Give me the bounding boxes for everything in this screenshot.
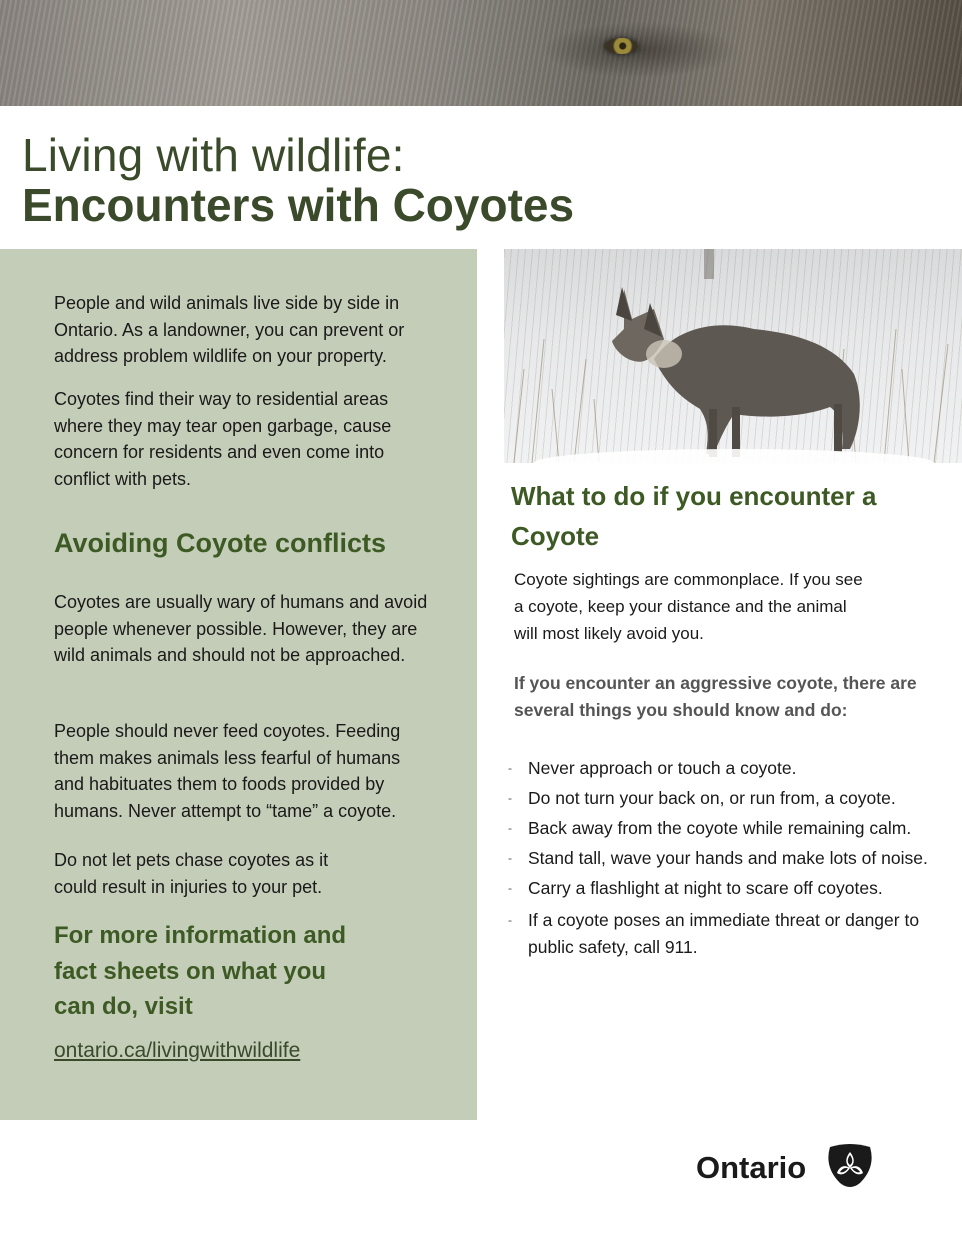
trillium-icon	[826, 1143, 874, 1189]
ontario-logo-text: Ontario	[696, 1150, 807, 1185]
coyote-in-snow-photo	[504, 249, 962, 463]
list-item: - Back away from the coyote while remaining calm.	[508, 818, 912, 838]
list-item: - Never approach or touch a coyote.	[508, 758, 797, 778]
sightings-paragraph: Coyote sightings are commonplace. If you see a coyote, keep your distance and the animal will most likely avoid you.	[514, 570, 863, 643]
living-with-wildlife-link[interactable]: ontario.ca/livingwithwildlife	[54, 1039, 301, 1062]
more-info-heading: For more information and fact sheets on what you can do, visit	[54, 922, 347, 1020]
intro-paragraph-1: People and wild animals live side by side in Ontario. As a landowner, you can prevent or address problem wildlife on your property.	[54, 293, 405, 367]
title-line-2: Encounters with Coyotes	[22, 179, 575, 231]
tip-text: Carry a flashlight at night to scare off coyotes.	[528, 878, 883, 898]
list-item: - If a coyote poses an immediate threat or danger to public safety, call 911.	[508, 910, 920, 957]
avoid-paragraph-3: Do not let pets chase coyotes as it could result in injuries to your pet.	[54, 850, 329, 897]
tip-text: If a coyote poses an immediate threat or danger to public safety, call 911.	[528, 910, 920, 957]
encounter-heading: What to do if you encounter a Coyote	[511, 481, 877, 551]
list-item: - Carry a flashlight at night to scare off coyotes.	[508, 878, 883, 898]
avoid-paragraph-1: Coyotes are usually wary of humans and avoid people whenever possible. However, they are wild animals and should not be approached.	[54, 592, 428, 666]
tip-text: Do not turn your back on, or run from, a coyote.	[528, 788, 896, 808]
coyote-eye-detail	[604, 38, 638, 54]
title-line-1: Living with wildlife:	[22, 129, 405, 181]
tip-text: Never approach or touch a coyote.	[528, 758, 797, 778]
tip-text: Back away from the coyote while remaining calm.	[528, 818, 912, 838]
header-banner-image	[0, 0, 962, 106]
list-item: - Do not turn your back on, or run from, a coyote.	[508, 788, 896, 808]
intro-paragraph-2: Coyotes find their way to residential areas where they may tear open garbage, cause concern for residents and even come into conflict with pets.	[54, 389, 392, 489]
avoid-paragraph-2: People should never feed coyotes. Feeding them makes animals less fearful of humans and habituates them to foods provided by humans. Never attempt to “tame” a coyote.	[54, 721, 401, 821]
safety-tips-list	[508, 757, 928, 969]
tip-text: Stand tall, wave your hands and make lots of noise.	[528, 848, 928, 868]
aggressive-coyote-intro: If you encounter an aggressive coyote, there are several things you should know and do:	[514, 673, 917, 720]
list-item: - Stand tall, wave your hands and make lots of noise.	[508, 848, 928, 868]
avoiding-conflicts-heading: Avoiding Coyote conflicts	[54, 528, 387, 558]
